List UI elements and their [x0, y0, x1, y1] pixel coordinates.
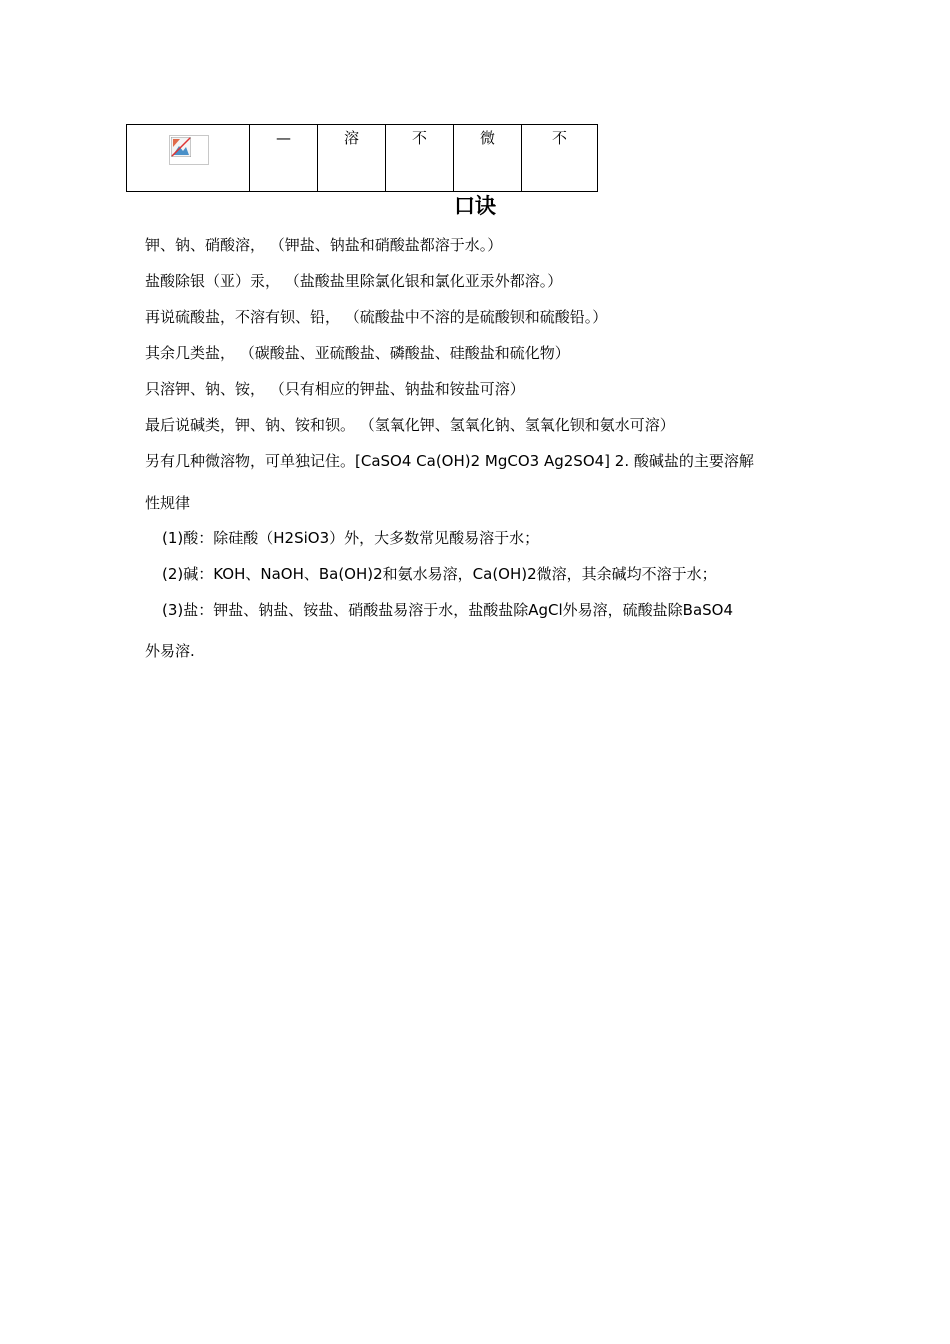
mnemonic-line: 只溶钾、钠、铵， （只有相应的钾盐、钠盐和铵盐可溶） — [145, 380, 525, 398]
mnemonic-line: 盐酸除银（亚）汞， （盐酸盐里除氯化银和氯化亚汞外都溶。） — [145, 272, 563, 290]
rule-acid: (1)酸：除硅酸（H2SiO3）外，大多数常见酸易溶于水； — [162, 529, 540, 547]
mnemonic-line: 性规律 — [145, 494, 191, 512]
mnemonic-line: 再说硫酸盐，不溶有钡、铅， （硫酸盐中不溶的是硫酸钡和硫酸铅。） — [145, 308, 608, 326]
section-heading: 口诀 — [454, 194, 496, 218]
table-cell: — — [250, 125, 318, 192]
table-row — [127, 125, 598, 192]
rule-base: (2)碱：KOH、NaOH、Ba(OH)2和氨水易溶，Ca(OH)2微溶，其余碱均不溶于水； — [162, 565, 717, 583]
broken-image-icon — [169, 135, 209, 165]
solubility-table-row — [126, 124, 598, 192]
mnemonic-line: 最后说碱类，钾、钠、铵和钡。 （氢氧化钾、氢氧化钠、氢氧化钡和氨水可溶） — [145, 416, 675, 434]
mnemonic-line: 另有几种微溶物，可单独记住。[CaSO4 Ca(OH)2 MgCO3 Ag2SO4] 2. 酸碱盐的主要溶解 — [145, 452, 754, 470]
mnemonic-line: 钾、钠、硝酸溶， （钾盐、钠盐和硝酸盐都溶于水。） — [145, 236, 503, 254]
table-cell-image — [127, 125, 250, 192]
rule-salt: (3)盐：钾盐、钠盐、铵盐、硝酸盐易溶于水，盐酸盐除AgCl外易溶，硫酸盐除BaSO4 — [162, 601, 734, 619]
table-cell: 微 — [454, 125, 522, 192]
mnemonic-line: 其余几类盐， （碳酸盐、亚硫酸盐、磷酸盐、硅酸盐和硫化物） — [145, 344, 570, 362]
table-cell: 不 — [386, 125, 454, 192]
rule-salt-continued: 外易溶. — [145, 642, 195, 660]
table-cell: 溶 — [318, 125, 386, 192]
table-cell: 不 — [522, 125, 598, 192]
